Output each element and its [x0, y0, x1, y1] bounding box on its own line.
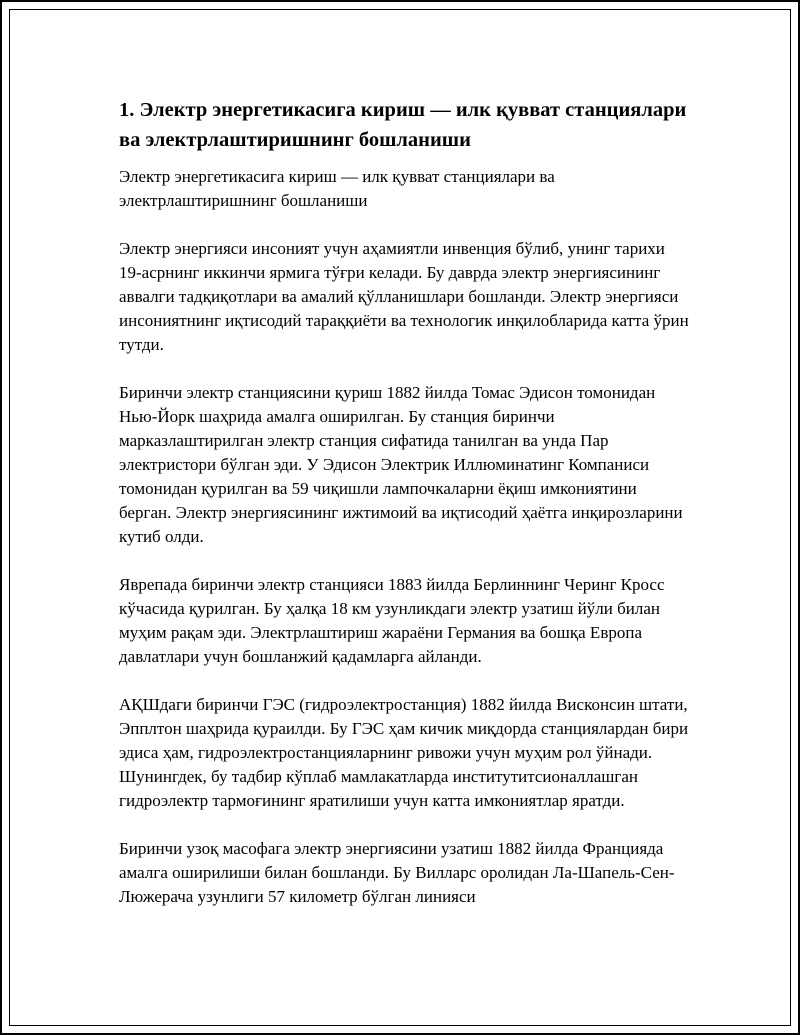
document-body — [119, 95, 689, 933]
paragraph: Яврепада биринчи электр станцияси 1883 йилда Берлиннинг Черинг Кросс кўчасида қурилган. Бу ҳалқа 18 км узунликдаги электр узатиш йўли билан муҳим рақам эди. Электрлаштириш жараёни Германия ва бошқа Европа давлатлари учун бошланжий қадамларга айланди. — [119, 575, 665, 666]
paragraph: Биринчи узоқ масофага электр энергиясини узатиш 1882 йилда Францияда амалга оширилиши билан бошланди. Бу Вилларс оролидан Ла-Шапель-Сен-Люжерача узунлиги 57 километр бўлган линияси — [119, 839, 675, 906]
section-subtitle: Электр энергетикасига кириш — илк қувват станциялари ва электрлаштиришнинг бошланиши — [119, 167, 555, 210]
paragraph: АҚШдаги биринчи ГЭС (гидроэлектростанция) 1882 йилда Висконсин штати, Эпплтон шаҳрида қураилди. Бу ГЭС ҳам кичик миқдорда станциялардан бири эдиса ҳам, гидроэлектростанцияларнинг ривожи учун муҳим рол ўйнади. Шунингдек, бу тадбир кўплаб мамлакатларда институтитсионаллашган гидроэлектр тармоғининг яратилиши учун катта имкониятлар яратди. — [119, 695, 689, 810]
paragraph: Электр энергияси инсоният учун аҳамиятли инвенция бўлиб, унинг тарихи 19-асрнинг иккинчи ярмига тўғри келади. Бу даврда электр энергиясининг аввалги тадқиқотлари ва амалий қўлланишлари бошланди. Электр энергияси инсониятнинг иқтисодий тараққиёти ва технологик инқилобларида катта ўрин тутди. — [119, 239, 689, 354]
paragraph: Биринчи электр станциясини қуриш 1882 йилда Томас Эдисон томонидан Нью-Йорк шаҳрида амалга оширилган. Бу станция биринчи марказлаштирилган электр станция сифатида танилган ва унда Пар электристори бўлган эди. У Эдисон Электрик Иллюминатинг Компаниси томонидан қурилган ва 59 чиқишли лампочкаларни ёқиш имкониятини берган. Электр энергиясининг ижтимоий ва иқтисодий ҳаётга инқирозларини кутиб олди. — [119, 383, 683, 546]
section-heading: 1. Электр энергетикасига кириш — илк қувват станциялари ва электрлаштиришнинг бошланиши — [119, 99, 687, 151]
